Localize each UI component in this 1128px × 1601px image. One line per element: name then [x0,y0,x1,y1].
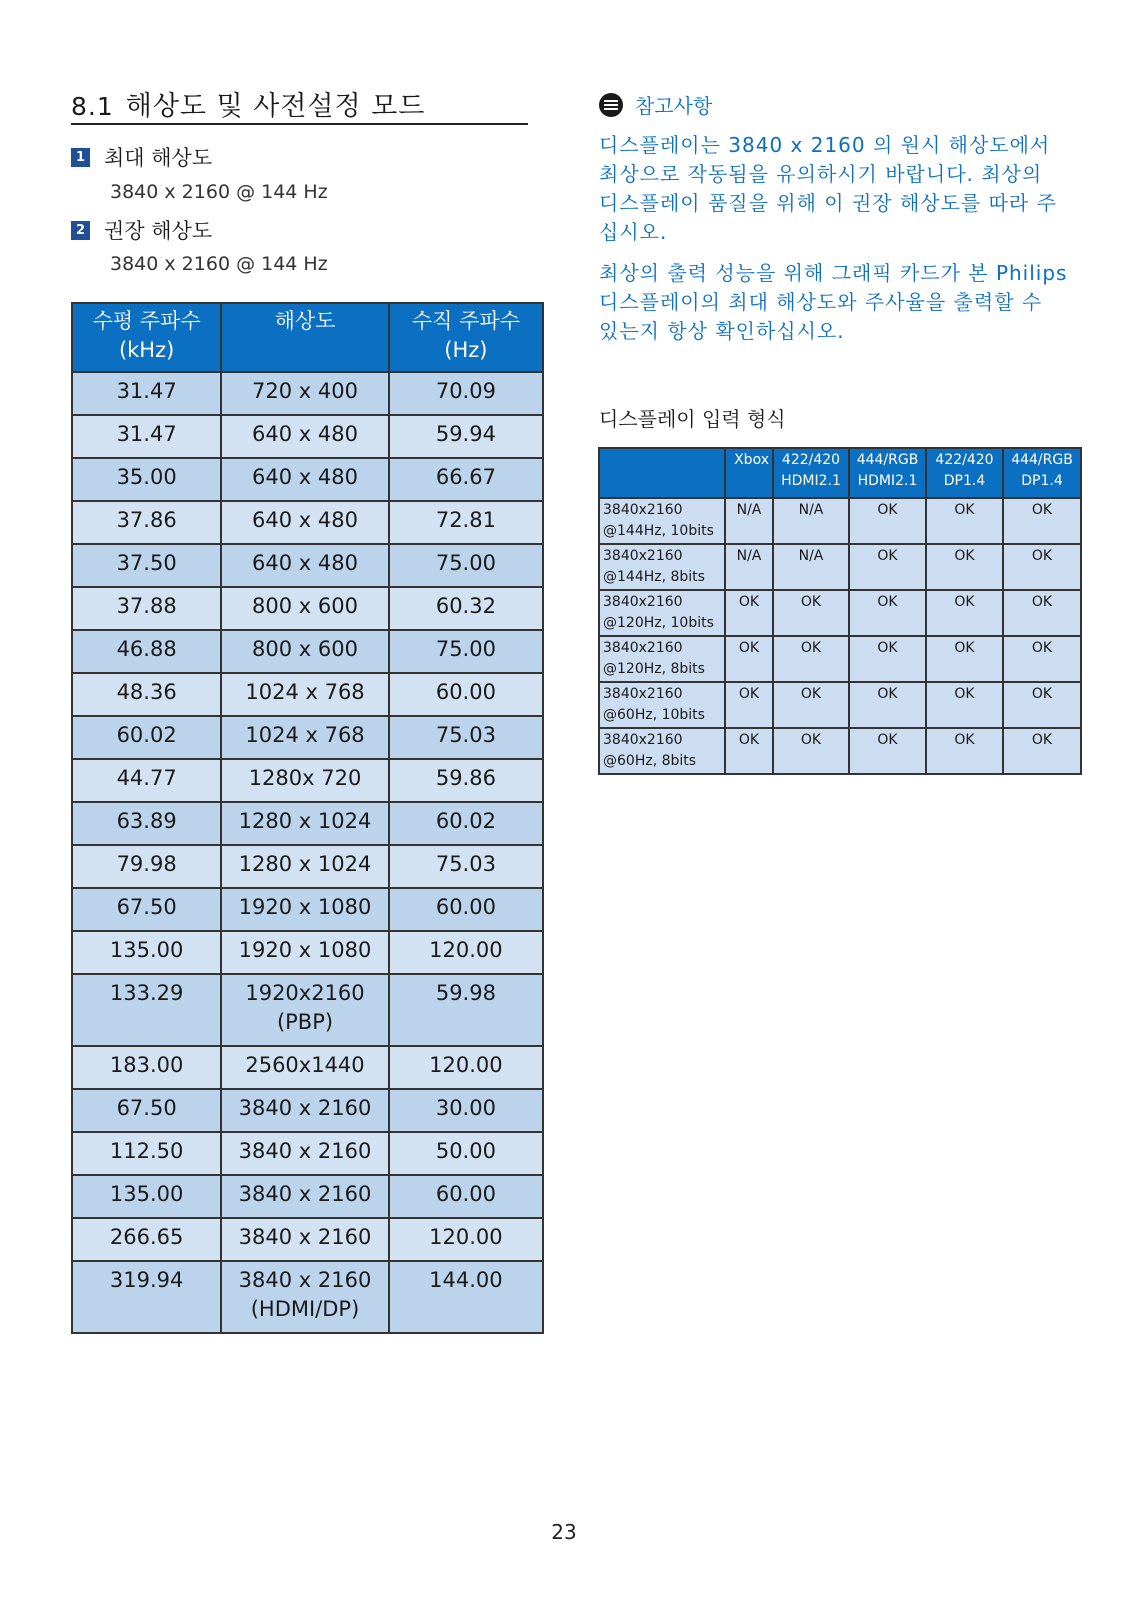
table-row [72,974,543,1046]
max-resolution-value: 3840 x 2160 @ 144 Hz [110,181,328,203]
table-cell: 60.32 [389,587,543,630]
note-heading [599,90,712,119]
table-cell: 3840 x 2160 [221,1132,389,1175]
table-cell: 44.77 [72,759,221,802]
table-cell: 59.86 [389,759,543,802]
format-cell: 3840x2160 @60Hz, 10bits [599,682,725,728]
format-row [599,590,1081,636]
table-cell: 112.50 [72,1132,221,1175]
format-cell: OK [926,498,1003,544]
table-cell: 3840 x 2160 (HDMI/DP) [221,1261,389,1333]
format-cell: OK [926,728,1003,774]
table-cell: 640 x 480 [221,415,389,458]
table-cell: 1920 x 1080 [221,931,389,974]
table-cell: 800 x 600 [221,630,389,673]
header-resolution: 해상도 [221,303,389,372]
section-title [71,84,526,123]
table-row [72,1218,543,1261]
table-cell: 60.00 [389,1175,543,1218]
format-cell: 3840x2160 @144Hz, 8bits [599,544,725,590]
format-cell: OK [849,682,926,728]
table-row [72,1132,543,1175]
table-cell: 75.03 [389,716,543,759]
format-cell: 3840x2160 @120Hz, 8bits [599,636,725,682]
table-cell: 63.89 [72,802,221,845]
table-cell: 720 x 400 [221,372,389,415]
format-cell: OK [849,498,926,544]
max-resolution-label: 최대 해상도 [104,146,213,170]
format-header-cell: 444/RGB DP1.4 [1003,448,1081,498]
format-header-cell: 422/420 DP1.4 [926,448,1003,498]
section-title-text: 해상도 및 사전설정 모드 [125,91,426,122]
table-cell: 144.00 [389,1261,543,1333]
table-cell: 30.00 [389,1089,543,1132]
format-header-cell: Xbox [725,448,773,498]
format-cell: OK [926,682,1003,728]
rec-resolution-value: 3840 x 2160 @ 144 Hz [110,253,328,275]
table-cell: 1024 x 768 [221,716,389,759]
table-cell: 640 x 480 [221,544,389,587]
table-cell: 3840 x 2160 [221,1175,389,1218]
table-cell: 1024 x 768 [221,673,389,716]
format-cell: OK [926,590,1003,636]
format-cell: OK [1003,498,1081,544]
max-resolution-heading [71,142,212,172]
table-cell: 35.00 [72,458,221,501]
table-cell: 72.81 [389,501,543,544]
table-cell: 133.29 [72,974,221,1046]
format-row [599,544,1081,590]
format-cell: OK [725,728,773,774]
table-row [72,845,543,888]
format-cell: OK [1003,728,1081,774]
table-row [72,931,543,974]
table-cell: 50.00 [389,1132,543,1175]
table-cell: 60.02 [389,802,543,845]
table-cell: 48.36 [72,673,221,716]
table-cell: 1280 x 1024 [221,802,389,845]
table-cell: 67.50 [72,1089,221,1132]
format-header-cell: 444/RGB HDMI2.1 [849,448,926,498]
table-cell: 66.67 [389,458,543,501]
table-row [72,587,543,630]
table-row [72,372,543,415]
header-v-freq: 수직 주파수 (Hz) [389,303,543,372]
table-row [72,501,543,544]
table-cell: 31.47 [72,372,221,415]
table-cell: 1920 x 1080 [221,888,389,931]
table-cell: 37.88 [72,587,221,630]
page-number: 23 [551,1520,577,1544]
format-cell: OK [725,590,773,636]
table-cell: 75.00 [389,544,543,587]
format-cell: OK [849,590,926,636]
table-row [72,759,543,802]
table-row [72,888,543,931]
format-cell: OK [773,636,849,682]
format-cell: 3840x2160 @60Hz, 8bits [599,728,725,774]
table-cell: 70.09 [389,372,543,415]
table-cell: 266.65 [72,1218,221,1261]
rec-resolution-heading [71,215,212,245]
table-cell: 3840 x 2160 [221,1089,389,1132]
table-row [72,630,543,673]
format-cell: OK [725,682,773,728]
format-cell: OK [849,636,926,682]
table-cell: 1920x2160 (PBP) [221,974,389,1046]
format-cell: OK [926,544,1003,590]
table-cell: 37.86 [72,501,221,544]
table-cell: 1280 x 1024 [221,845,389,888]
table-cell: 75.03 [389,845,543,888]
format-row [599,498,1081,544]
note-paragraph-2: 최상의 출력 성능을 위해 그래픽 카드가 본 Philips 디스플레이의 최대 해상도와 주사율을 출력할 수 있는지 항상 확인하십시오. [599,261,1068,343]
table-cell: 79.98 [72,845,221,888]
format-header-cell [599,448,725,498]
header-h-freq: 수평 주파수 (kHz) [72,303,221,372]
note-paragraph-1: 디스플레이는 3840 x 2160 의 원시 해상도에서 최상으로 작동됨을 유의하시기 바랍니다. 최상의 디스플레이 품질을 위해 이 권장 해상도를 따라 주십시오. [599,133,1057,244]
input-format-table [598,447,1082,775]
note-title: 참고사항 [635,94,713,118]
format-cell: N/A [725,498,773,544]
format-cell: OK [725,636,773,682]
table-cell: 135.00 [72,1175,221,1218]
table-row [72,716,543,759]
table-cell: 3840 x 2160 [221,1218,389,1261]
format-row [599,728,1081,774]
format-cell: OK [773,590,849,636]
format-cell: OK [1003,590,1081,636]
table-row [72,544,543,587]
table-cell: 46.88 [72,630,221,673]
table-row [72,458,543,501]
table-cell: 120.00 [389,931,543,974]
table-row [72,1089,543,1132]
table-cell: 59.98 [389,974,543,1046]
section-number: 8.1 [71,92,114,121]
table-row [72,802,543,845]
format-cell: OK [849,728,926,774]
table-cell: 135.00 [72,931,221,974]
format-cell: OK [849,544,926,590]
resolution-table [71,302,544,1334]
format-cell: 3840x2160 @144Hz, 10bits [599,498,725,544]
table-row [72,1046,543,1089]
section-divider [71,123,528,125]
number-badge: 1 [71,148,90,167]
table-cell: 67.50 [72,888,221,931]
table-cell: 2560x1440 [221,1046,389,1089]
format-row [599,636,1081,682]
table-cell: 1280x 720 [221,759,389,802]
table-row [72,673,543,716]
table-cell: 800 x 600 [221,587,389,630]
table-cell: 120.00 [389,1218,543,1261]
table-cell: 31.47 [72,415,221,458]
format-cell: OK [926,636,1003,682]
table-cell: 640 x 480 [221,458,389,501]
number-badge: 2 [71,221,90,240]
table-cell: 60.02 [72,716,221,759]
format-cell: 3840x2160 @120Hz, 10bits [599,590,725,636]
format-cell: N/A [773,544,849,590]
format-header-cell: 422/420 HDMI2.1 [773,448,849,498]
format-cell: OK [773,728,849,774]
table-row [72,1261,543,1333]
table-cell: 59.94 [389,415,543,458]
table-cell: 37.50 [72,544,221,587]
table-cell: 60.00 [389,673,543,716]
format-row [599,682,1081,728]
input-format-title: 디스플레이 입력 형식 [599,407,786,431]
format-cell: OK [1003,682,1081,728]
table-cell: 75.00 [389,630,543,673]
table-row [72,415,543,458]
note-icon [599,93,623,117]
table-row [72,1175,543,1218]
format-cell: OK [1003,544,1081,590]
format-cell: OK [1003,636,1081,682]
format-cell: N/A [773,498,849,544]
rec-resolution-label: 권장 해상도 [104,219,213,243]
table-cell: 60.00 [389,888,543,931]
table-cell: 640 x 480 [221,501,389,544]
table-cell: 319.94 [72,1261,221,1333]
table-cell: 120.00 [389,1046,543,1089]
format-cell: N/A [725,544,773,590]
table-cell: 183.00 [72,1046,221,1089]
format-cell: OK [773,682,849,728]
